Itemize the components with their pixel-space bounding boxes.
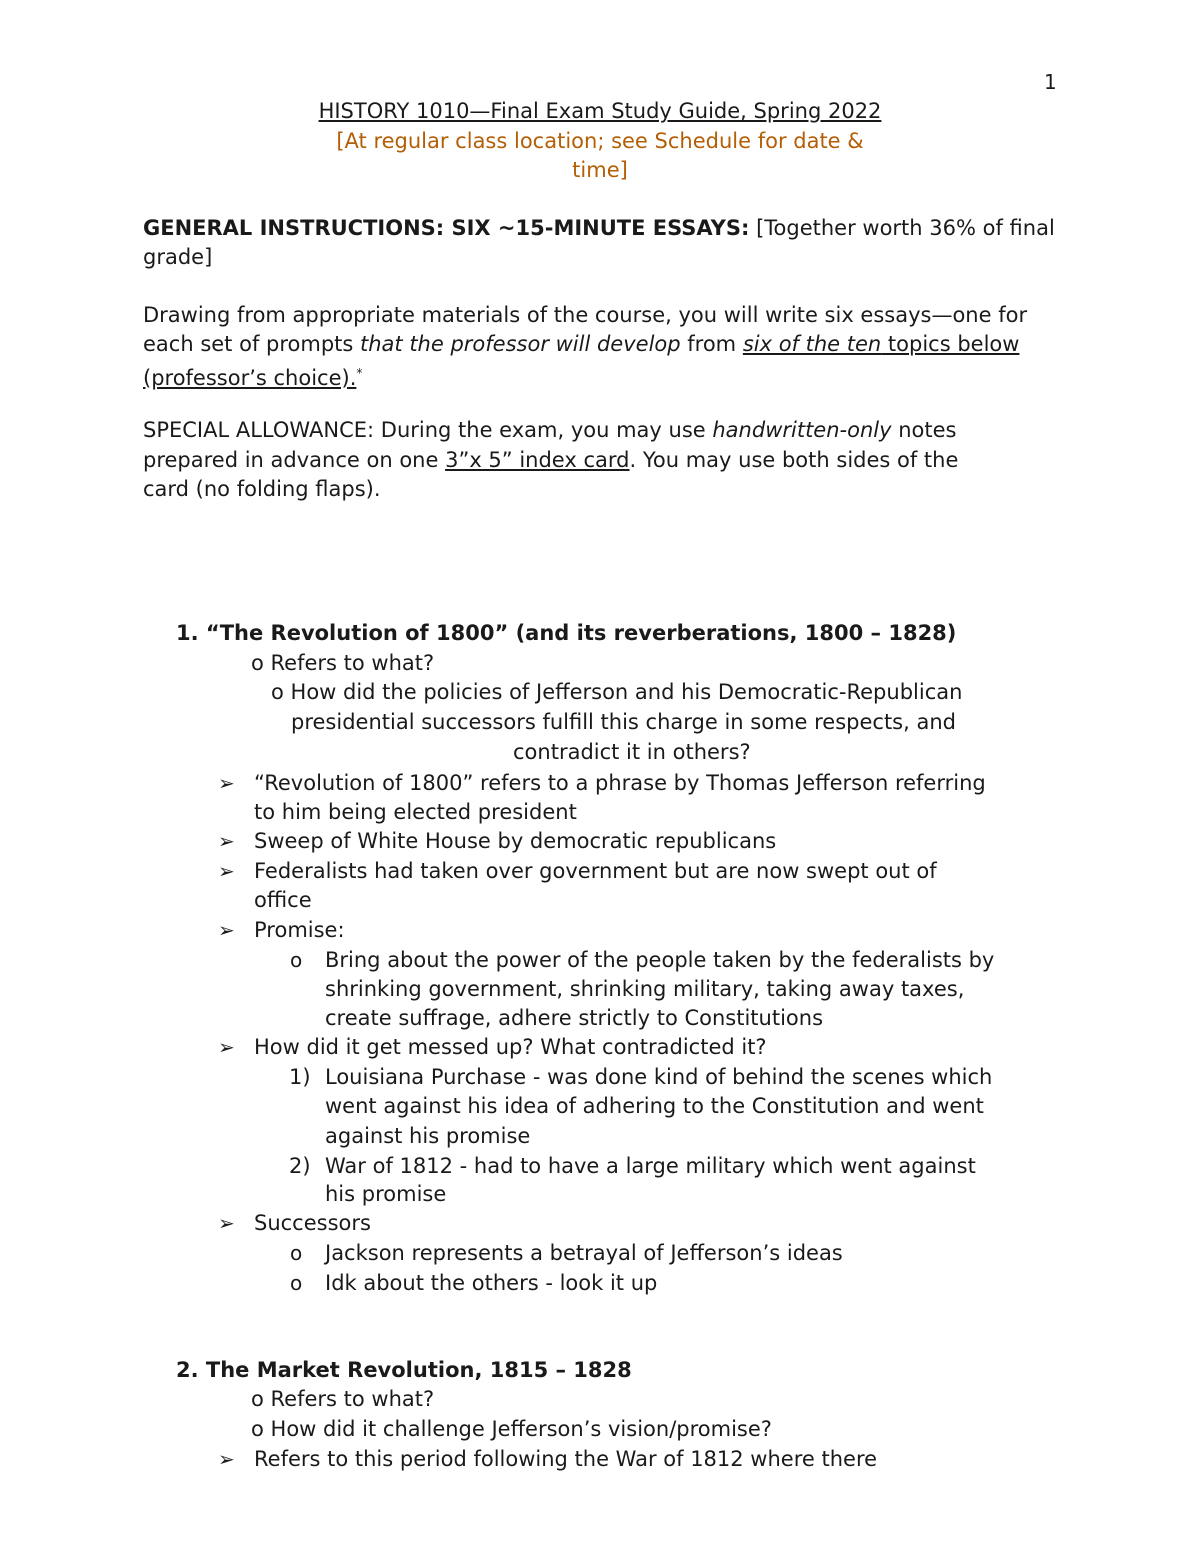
page-number: 1 bbox=[1044, 70, 1057, 94]
topic1-note6-sub2: Idk about the others - look it up bbox=[325, 1271, 658, 1295]
topic1-note3-line2: office bbox=[254, 888, 312, 912]
topic2-prompt1: o Refers to what? bbox=[251, 1387, 435, 1411]
topic1-note2: Sweep of White House by democratic republicans bbox=[254, 829, 777, 853]
topic1-note6-sub1: Jackson represents a betrayal of Jefferson’s ideas bbox=[325, 1241, 843, 1265]
special-allowance-line2 bbox=[143, 446, 958, 474]
drawing-paragraph-line2 bbox=[143, 330, 1019, 358]
topic1-note1-line2: to him being elected president bbox=[254, 800, 577, 824]
topic1-note4-sub-line3: create suffrage, adhere strictly to Constitutions bbox=[325, 1006, 824, 1030]
special-allowance-line3: card (no folding flaps). bbox=[143, 477, 381, 501]
drawing-text: from bbox=[680, 332, 743, 356]
general-instructions-label: GENERAL INSTRUCTIONS: SIX ~15-MINUTE ESSAYS: bbox=[143, 216, 750, 240]
special-text: notes bbox=[891, 418, 957, 442]
special-allowance-line1 bbox=[143, 416, 956, 444]
drawing-paragraph-line1: Drawing from appropriate materials of the course, you will write six essays—one for bbox=[143, 303, 1028, 327]
drawing-italic-text: that the professor will develop bbox=[360, 332, 681, 356]
topic1-note3-line1: Federalists had taken over government but are now swept out of bbox=[254, 859, 937, 883]
drawing-paragraph-line3 bbox=[143, 359, 362, 392]
topic2-note1: Refers to this period following the War of 1812 where there bbox=[254, 1447, 878, 1471]
special-text: SPECIAL ALLOWANCE: During the exam, you may use bbox=[143, 418, 713, 442]
special-underlined-text: 3”x 5” index card bbox=[445, 448, 630, 472]
numbered-marker: 2) bbox=[289, 1154, 311, 1178]
arrow-bullet-icon: ➢ bbox=[218, 771, 235, 795]
drawing-text: each set of prompts bbox=[143, 332, 360, 356]
arrow-bullet-icon: ➢ bbox=[218, 1035, 235, 1059]
location-note-line1: [At regular class location; see Schedule for date & bbox=[336, 129, 864, 153]
topic1-note5-sub2-line2: his promise bbox=[325, 1182, 447, 1206]
special-italic-text: handwritten-only bbox=[712, 418, 892, 442]
topic1-note4-sub-line1: Bring about the power of the people taken by the federalists by bbox=[325, 948, 995, 972]
arrow-bullet-icon: ➢ bbox=[218, 1211, 235, 1235]
arrow-bullet-icon: ➢ bbox=[218, 829, 235, 853]
arrow-bullet-icon: ➢ bbox=[218, 918, 235, 942]
topic1-note5-sub2-line1: War of 1812 - had to have a large military which went against bbox=[325, 1154, 976, 1178]
topic1-note4: Promise: bbox=[254, 918, 345, 942]
special-text: . You may use both sides of the bbox=[629, 448, 959, 472]
arrow-bullet-icon: ➢ bbox=[218, 1447, 235, 1471]
circle-bullet-icon: o bbox=[290, 1241, 303, 1265]
drawing-underlined-text: topics below bbox=[881, 332, 1020, 356]
topic1-note4-sub-line2: shrinking government, shrinking military, taking away taxes, bbox=[325, 977, 965, 1001]
circle-bullet-icon: o bbox=[290, 948, 303, 972]
footnote-mark: * bbox=[356, 366, 363, 380]
topic2-heading: 2. The Market Revolution, 1815 – 1828 bbox=[176, 1358, 632, 1382]
topic1-prompt1: o Refers to what? bbox=[251, 651, 435, 675]
numbered-marker: 1) bbox=[289, 1065, 311, 1089]
guide-title: HISTORY 1010—Final Exam Study Guide, Spring 2022 bbox=[318, 99, 882, 123]
drawing-underlined-italic-text: six of the ten bbox=[742, 332, 882, 356]
special-text: prepared in advance on one bbox=[143, 448, 446, 472]
topic1-note5-sub1-line3: against his promise bbox=[325, 1124, 531, 1148]
general-instructions-weight: [Together worth 36% of final bbox=[749, 216, 1055, 240]
topic1-prompt2-line1: o How did the policies of Jefferson and his Democratic-Republican bbox=[271, 680, 963, 704]
general-instructions-line2: grade] bbox=[143, 245, 213, 269]
topic1-prompt2-line3: contradict it in others? bbox=[513, 740, 751, 764]
topic1-note1-line1: “Revolution of 1800” refers to a phrase by Thomas Jefferson referring bbox=[254, 771, 986, 795]
topic1-note6: Successors bbox=[254, 1211, 371, 1235]
location-note-line2: time] bbox=[572, 158, 628, 182]
topic1-note5-sub1-line2: went against his idea of adhering to the Constitution and went bbox=[325, 1094, 984, 1118]
general-instructions-line1 bbox=[143, 214, 1055, 242]
topic1-note5: How did it get messed up? What contradicted it? bbox=[254, 1035, 767, 1059]
topic2-prompt2: o How did it challenge Jefferson’s vision/promise? bbox=[251, 1417, 772, 1441]
arrow-bullet-icon: ➢ bbox=[218, 859, 235, 883]
topic1-note5-sub1-line1: Louisiana Purchase - was done kind of behind the scenes which bbox=[325, 1065, 993, 1089]
circle-bullet-icon: o bbox=[290, 1271, 303, 1295]
topic1-prompt2-line2: presidential successors fulfill this charge in some respects, and bbox=[291, 710, 956, 734]
drawing-underlined-text: (professor’s choice). bbox=[143, 366, 357, 390]
topic1-heading: 1. “The Revolution of 1800” (and its reverberations, 1800 – 1828) bbox=[176, 621, 957, 645]
